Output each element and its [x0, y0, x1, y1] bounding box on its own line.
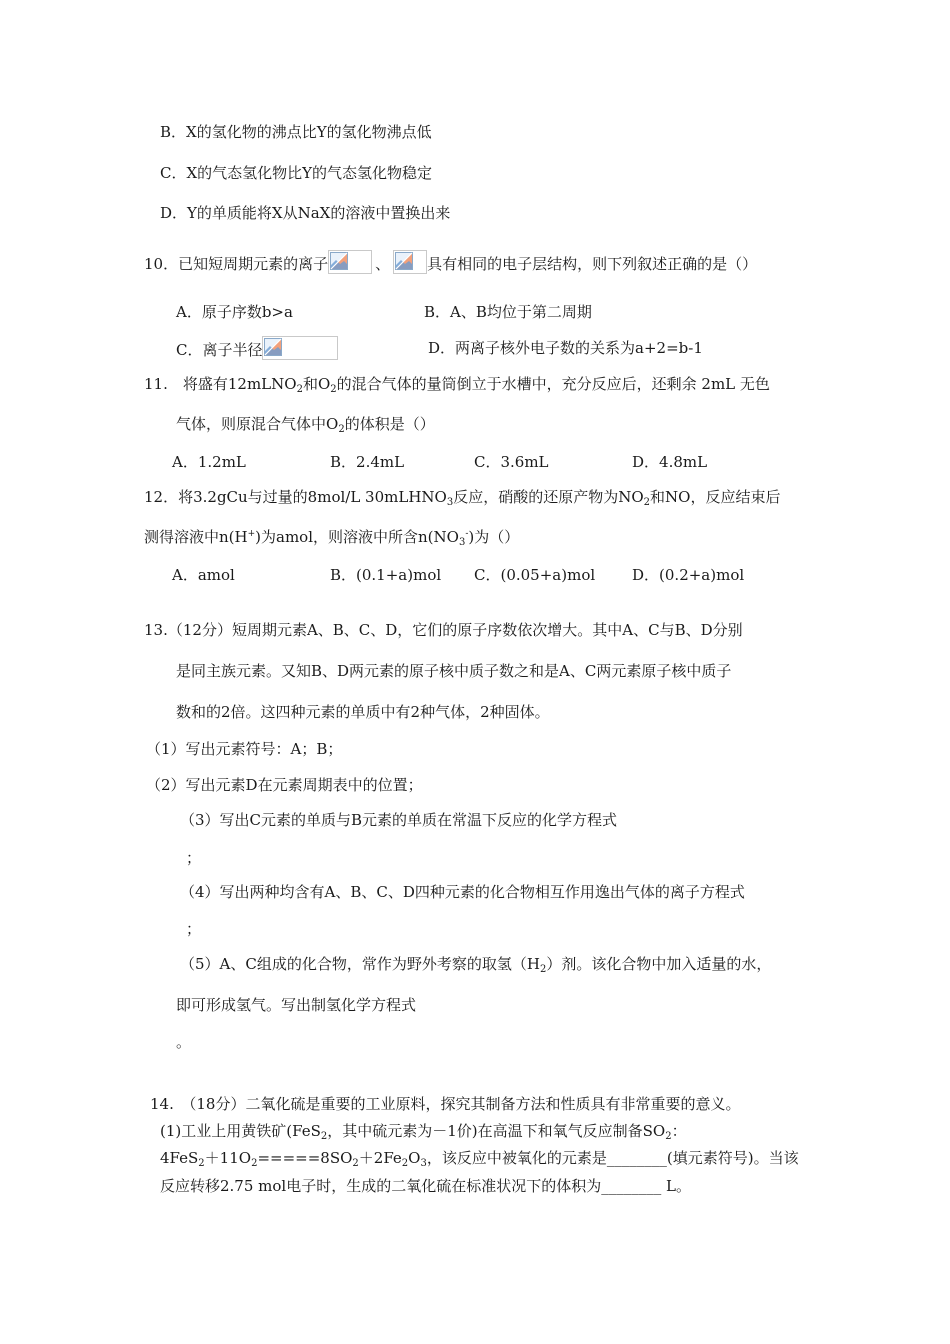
q12-l1-c: 和NO，反应结束后: [650, 488, 781, 506]
q12-l1-b: 反应，硝酸的还原产物为NO: [453, 488, 644, 506]
q10-stem-sep: 、: [375, 255, 391, 273]
q11-l1-a: 11. 将盛有12mLNO: [144, 375, 297, 393]
q14-l3-f: ，该反应中被氧化的元素是________(填元素符号)。当该: [426, 1149, 799, 1167]
q11-option-a: A．1.2mL: [172, 453, 246, 471]
q10-stem: [144, 250, 757, 274]
q10-option-c: [176, 336, 338, 360]
q14-l2-a: (1)工业上用黄铁矿(FeS: [160, 1122, 321, 1140]
broken-image-icon: [330, 252, 348, 270]
q12-l2-a: 测得溶液中n(H: [144, 528, 248, 546]
ion-a-formula-image: [328, 250, 372, 274]
q12-l2-c: )为（）: [468, 528, 520, 546]
q11-l1-sub1: 2: [296, 384, 303, 395]
q11-option-b: B．2.4mL: [330, 453, 405, 471]
q11-l2-a: 气体，则原混合气体中O: [176, 415, 339, 433]
q14-l3-d: ＋2Fe: [358, 1149, 402, 1167]
q14-l3-c: =====8SO: [257, 1149, 353, 1167]
ion-b-formula-image: [393, 250, 427, 274]
q13-stem-line1: 13.（12分）短周期元素A、B、C、D，它们的原子序数依次增大。其中A、C与B、D分别: [144, 621, 743, 639]
q10-option-a: A．原子序数b>a: [176, 303, 293, 321]
q14-l3-sub2: 2: [251, 1158, 258, 1169]
q9-option-c: C．X的气态氢化物比Y的气态氢化物稳定: [160, 164, 433, 182]
q13-stem-line2: 是同主族元素。又知B、D两元素的原子核中质子数之和是A、C两元素原子核中质子: [176, 662, 732, 680]
q13-p5-sub: 2: [539, 964, 547, 975]
q11-l1-sub2: 2: [330, 384, 337, 395]
q14-l3-sub4: 2: [401, 1158, 409, 1169]
q12-l2-sub: 3: [458, 537, 466, 548]
q9-option-d: D．Y的单质能将X从NaX的溶液中置换出来: [160, 204, 451, 222]
ionic-radius-image: [262, 336, 338, 360]
q14-l2-c: ：: [671, 1122, 687, 1140]
q14-l2-sub2: 2: [665, 1131, 672, 1142]
q11-stem-line2: [176, 414, 435, 434]
q10-option-c-text: C．离子半径: [176, 341, 263, 359]
q11-l2-sub: 2: [338, 424, 345, 435]
q14-l3-sub5: 3: [420, 1158, 427, 1169]
q12-option-c: C．(0.05+a)mol: [474, 566, 596, 584]
q11-option-d: D．4.8mL: [632, 453, 708, 471]
q14-stem-line1: 14. （18分）二氧化硫是重要的工业原料，探究其制备方法和性质具有非常重要的意义。: [150, 1095, 741, 1113]
q12-stem-line2: [144, 527, 519, 547]
broken-image-icon: [395, 252, 413, 270]
q12-l2-b: )为amol，则溶液中所含n(NO: [255, 528, 459, 546]
q12-option-d: D．(0.2+a)mol: [632, 566, 745, 584]
q14-l3-sub1: 2: [198, 1158, 205, 1169]
q10-stem-text-b: 具有相同的电子层结构，则下列叙述正确的是（）: [427, 255, 758, 273]
q12-l2-sup1: +: [247, 529, 256, 539]
q11-stem-line1: [144, 374, 770, 394]
q13-p5-b: ）剂。该化合物中加入适量的水，: [546, 955, 772, 973]
q13-part2: （2）写出元素D在元素周期表中的位置；: [146, 776, 423, 794]
q10-option-b: B．A、B均位于第二周期: [424, 303, 592, 321]
q11-l1-b: 和O: [302, 375, 331, 393]
q14-stem-line4: 反应转移2.75 mol电子时，生成的二氧化硫在标准状况下的体积为________ L。: [160, 1177, 691, 1195]
q14-equation-line: [160, 1148, 799, 1168]
q13-part5-line2: 即可形成氢气。写出制氢化学方程式: [176, 996, 417, 1014]
q14-stem-line2: [160, 1121, 687, 1141]
q14-l3-a: 4FeS: [160, 1149, 199, 1167]
q12-l1-sub1: 3: [446, 497, 454, 508]
q12-l1-a: 12．将3.2gCu与过量的8mol/L 30mLHNO: [144, 488, 447, 506]
q13-part1: （1）写出元素符号：A；B；: [146, 740, 343, 758]
q14-l2-sub1: 2: [320, 1131, 328, 1142]
q12-option-a: A．amol: [172, 566, 235, 584]
q11-option-c: C．3.6mL: [474, 453, 549, 471]
q10-option-d: D．两离子核外电子数的关系为a+2=b-1: [428, 339, 703, 357]
q14-l3-b: ＋11O: [204, 1149, 252, 1167]
q13-stem-line3: 数和的2倍。这四种元素的单质中有2种气体，2种固体。: [176, 703, 550, 721]
q9-option-b: B．X的氢化物的沸点比Y的氢化物沸点低: [160, 123, 432, 141]
q14-l3-sub3: 2: [352, 1158, 359, 1169]
q11-l2-b: 的体积是（）: [344, 415, 435, 433]
q14-l2-b: ，其中硫元素为－1价)在高温下和氧气反应制备SO: [327, 1122, 666, 1140]
q13-part4: （4）写出两种均含有A、B、C、D四种元素的化合物相互作用逸出气体的离子方程式: [180, 883, 745, 901]
q13-p5-a: （5）A、C组成的化合物，常作为野外考察的取氢（H: [180, 955, 540, 973]
q11-l1-c: 的混合气体的量筒倒立于水槽中，充分反应后，还剩余 2mL 无色: [336, 375, 770, 393]
q13-part3-end: ；: [186, 849, 202, 867]
q12-stem-line1: [144, 487, 780, 507]
q10-stem-text-a: 10．已知短周期元素的离子: [144, 255, 329, 273]
q13-part3: （3）写出C元素的单质与B元素的单质在常温下反应的化学方程式: [180, 811, 618, 829]
broken-image-icon: [264, 338, 282, 356]
q13-part5-end: 。: [176, 1033, 192, 1051]
q13-part5-line1: [180, 954, 771, 974]
q13-part4-end: ；: [186, 920, 202, 938]
q12-l2-sup2: -: [465, 529, 469, 539]
q12-l1-sub2: 2: [643, 497, 651, 508]
q14-l3-e: O: [408, 1149, 421, 1167]
q12-option-b: B．(0.1+a)mol: [330, 566, 442, 584]
